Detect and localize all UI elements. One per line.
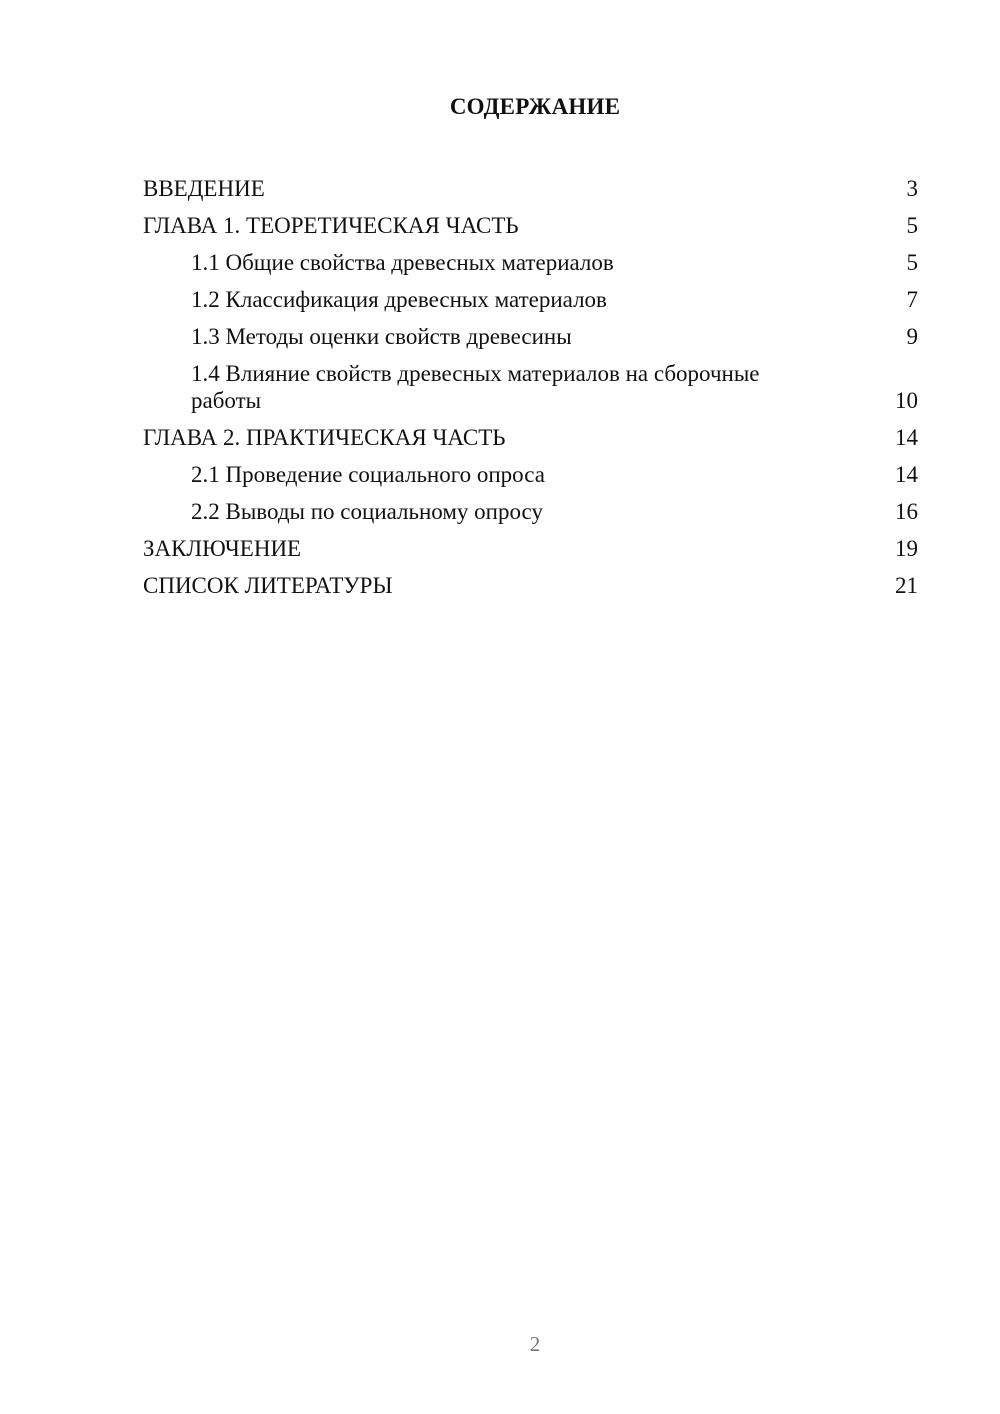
toc-entry-page: 9 bbox=[906, 324, 918, 349]
toc-entry-text: ГЛАВА 1. ТЕОРЕТИЧЕСКАЯ ЧАСТЬ bbox=[143, 213, 519, 238]
toc-entry-text: 1.2 Классификация древесных материалов bbox=[191, 287, 607, 312]
toc-entry-chapter-2[interactable] bbox=[143, 419, 918, 456]
toc-entry-text: 1.4 Влияние свойств древесных материалов на сборочные работы bbox=[191, 361, 760, 413]
toc-entry-text: 2.2 Выводы по социальному опросу bbox=[191, 499, 543, 524]
toc-entry-section-1-1[interactable] bbox=[143, 244, 918, 281]
toc-entry-page: 10 bbox=[895, 388, 918, 413]
toc-entry-conclusion[interactable] bbox=[143, 530, 918, 567]
toc-entry-page: 3 bbox=[906, 176, 918, 201]
toc-entry-text: СПИСОК ЛИТЕРАТУРЫ bbox=[143, 573, 393, 598]
toc-entry-references[interactable] bbox=[143, 567, 918, 604]
toc-entry-section-2-1[interactable] bbox=[143, 456, 918, 493]
toc-entry-section-1-4[interactable] bbox=[143, 355, 918, 419]
toc-entry-text: 1.3 Методы оценки свойств древесины bbox=[191, 324, 572, 349]
table-of-contents bbox=[143, 170, 918, 604]
toc-entry-page: 14 bbox=[895, 462, 918, 487]
toc-entry-page: 16 bbox=[895, 499, 918, 524]
toc-entry-page: 7 bbox=[906, 287, 918, 312]
toc-entry-page: 5 bbox=[906, 250, 918, 275]
toc-entry-text: 2.1 Проведение социального опроса bbox=[191, 462, 545, 487]
toc-entry-page: 14 bbox=[895, 425, 918, 450]
toc-entry-text: ВВЕДЕНИЕ bbox=[143, 176, 265, 201]
toc-entry-text: ЗАКЛЮЧЕНИЕ bbox=[143, 536, 302, 561]
page-title: СОДЕРЖАНИЕ bbox=[449, 94, 621, 119]
toc-entry-page: 5 bbox=[906, 213, 918, 238]
toc-entry-text: ГЛАВА 2. ПРАКТИЧЕСКАЯ ЧАСТЬ bbox=[143, 425, 506, 450]
toc-entry-text: 1.1 Общие свойства древесных материалов bbox=[191, 250, 614, 275]
toc-entry-section-2-2[interactable] bbox=[143, 493, 918, 530]
toc-entry-page: 19 bbox=[895, 536, 918, 561]
toc-entry-page: 21 bbox=[895, 573, 918, 598]
page-number: 2 bbox=[529, 1332, 541, 1356]
toc-entry-chapter-1[interactable] bbox=[143, 207, 918, 244]
toc-entry-introduction[interactable] bbox=[143, 170, 918, 207]
toc-entry-section-1-3[interactable] bbox=[143, 318, 918, 355]
toc-entry-section-1-2[interactable] bbox=[143, 281, 918, 318]
